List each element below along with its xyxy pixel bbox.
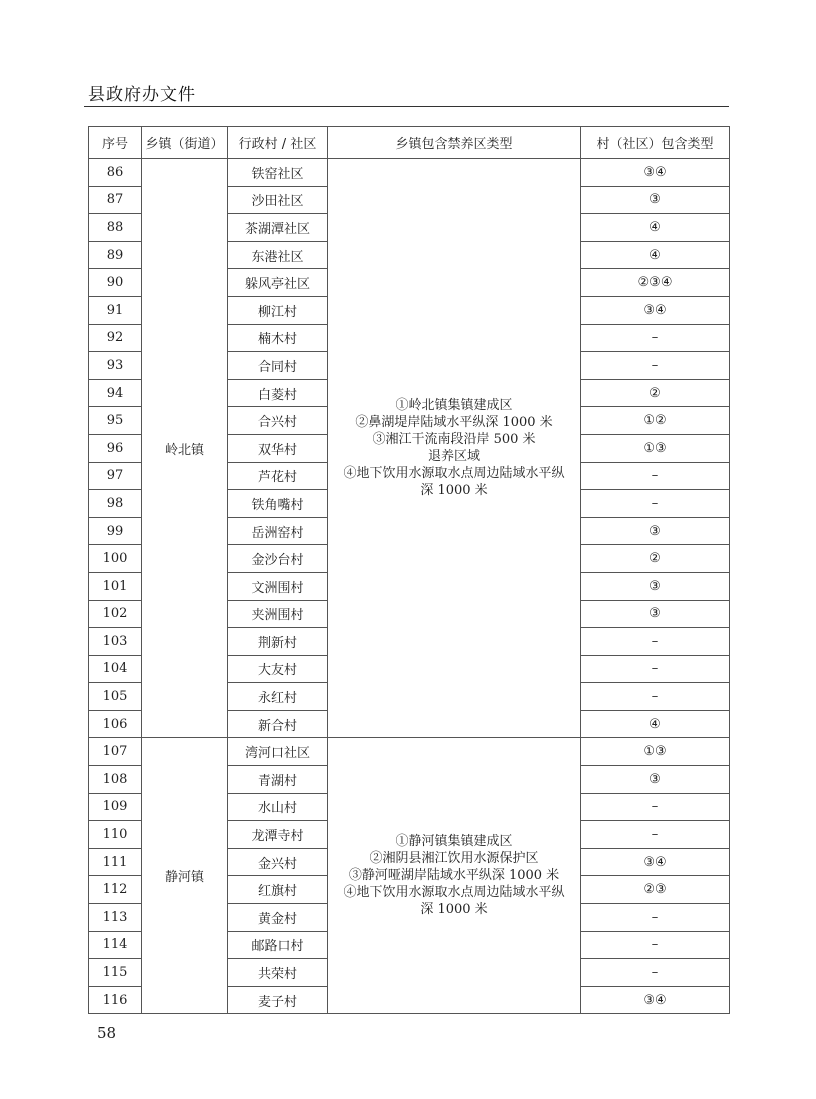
village-zone-types: –	[581, 628, 730, 656]
column-header-town-zone-types: 乡镇包含禁养区类型	[328, 127, 581, 159]
village-zone-types: –	[581, 959, 730, 987]
village-name: 铁窑社区	[228, 159, 328, 187]
village-zone-types: ②	[581, 379, 730, 407]
row-number: 96	[89, 434, 142, 462]
village-zone-types: ②③④	[581, 269, 730, 297]
village-name: 岳洲窑村	[228, 517, 328, 545]
town-zone-types-text: ①岭北镇集镇建成区 ②鼻湖堤岸陆域水平纵深 1000 米 ③湘江干流南段沿岸 500 米 退养区域 ④地下饮用水源取水点周边陆域水平纵 深 1000 米	[343, 398, 565, 499]
village-zone-types: ③	[581, 186, 730, 214]
village-zone-types: ②③	[581, 876, 730, 904]
village-name: 邮路口村	[228, 931, 328, 959]
town-zone-types	[328, 738, 581, 1014]
row-number: 91	[89, 296, 142, 324]
village-zone-types: ①③	[581, 738, 730, 766]
village-zone-types: –	[581, 462, 730, 490]
village-zone-types: ①③	[581, 434, 730, 462]
village-zone-types: ③④	[581, 296, 730, 324]
row-number: 100	[89, 545, 142, 573]
village-name: 茶湖潭社区	[228, 214, 328, 242]
village-name: 白菱村	[228, 379, 328, 407]
village-name: 湾河口社区	[228, 738, 328, 766]
village-zone-types: –	[581, 793, 730, 821]
village-zone-table	[88, 126, 730, 1014]
row-number: 106	[89, 710, 142, 738]
village-zone-types: –	[581, 655, 730, 683]
column-header-no: 序号	[89, 127, 142, 159]
village-zone-types: ③④	[581, 986, 730, 1014]
village-name: 红旗村	[228, 876, 328, 904]
column-header-village-types: 村（社区）包含类型	[581, 127, 730, 159]
village-name: 芦花村	[228, 462, 328, 490]
village-name: 荆新村	[228, 628, 328, 656]
village-zone-types: ③④	[581, 848, 730, 876]
town-name: 岭北镇	[142, 159, 228, 738]
row-number: 109	[89, 793, 142, 821]
table-body	[89, 159, 730, 1014]
row-number: 97	[89, 462, 142, 490]
village-name: 楠木村	[228, 324, 328, 352]
row-number: 99	[89, 517, 142, 545]
row-number: 110	[89, 821, 142, 849]
row-number: 107	[89, 738, 142, 766]
row-number: 88	[89, 214, 142, 242]
village-zone-types: ③	[581, 600, 730, 628]
village-zone-types: ③	[581, 572, 730, 600]
village-zone-types: ③	[581, 517, 730, 545]
village-zone-types: –	[581, 490, 730, 518]
village-zone-types: –	[581, 324, 730, 352]
village-zone-types: ③	[581, 766, 730, 794]
village-name: 麦子村	[228, 986, 328, 1014]
village-zone-types: –	[581, 931, 730, 959]
table-row	[89, 159, 730, 187]
town-zone-types-text: ①静河镇集镇建成区 ②湘阴县湘江饮用水源保护区 ③静河哑湖岸陆域水平纵深 1000 米 ④地下饮用水源取水点周边陆域水平纵 深 1000 米	[343, 834, 565, 918]
village-zone-types: –	[581, 352, 730, 380]
row-number: 95	[89, 407, 142, 435]
village-name: 金兴村	[228, 848, 328, 876]
row-number: 102	[89, 600, 142, 628]
village-name: 龙潭寺村	[228, 821, 328, 849]
village-name: 夹洲围村	[228, 600, 328, 628]
town-name: 静河镇	[142, 738, 228, 1014]
village-name: 黄金村	[228, 904, 328, 932]
village-zone-types: ①②	[581, 407, 730, 435]
village-name: 双华村	[228, 434, 328, 462]
village-name: 沙田社区	[228, 186, 328, 214]
village-zone-types: ④	[581, 710, 730, 738]
table-row	[89, 738, 730, 766]
village-zone-types: –	[581, 904, 730, 932]
document-header-title: 县政府办文件	[88, 85, 196, 105]
row-number: 108	[89, 766, 142, 794]
village-name: 大友村	[228, 655, 328, 683]
village-name: 柳江村	[228, 296, 328, 324]
row-number: 101	[89, 572, 142, 600]
row-number: 90	[89, 269, 142, 297]
village-name: 文洲围村	[228, 572, 328, 600]
row-number: 93	[89, 352, 142, 380]
village-name: 合同村	[228, 352, 328, 380]
village-zone-types: ④	[581, 241, 730, 269]
village-name: 水山村	[228, 793, 328, 821]
column-header-village: 行政村 / 社区	[228, 127, 328, 159]
village-zone-types: –	[581, 683, 730, 711]
village-zone-types: ④	[581, 214, 730, 242]
row-number: 111	[89, 848, 142, 876]
town-zone-types	[328, 159, 581, 738]
row-number: 86	[89, 159, 142, 187]
row-number: 89	[89, 241, 142, 269]
row-number: 104	[89, 655, 142, 683]
village-name: 合兴村	[228, 407, 328, 435]
row-number: 105	[89, 683, 142, 711]
row-number: 103	[89, 628, 142, 656]
village-name: 东港社区	[228, 241, 328, 269]
row-number: 113	[89, 904, 142, 932]
column-header-town: 乡镇（街道）	[142, 127, 228, 159]
row-number: 92	[89, 324, 142, 352]
row-number: 112	[89, 876, 142, 904]
row-number: 116	[89, 986, 142, 1014]
village-zone-types: ②	[581, 545, 730, 573]
village-name: 铁角嘴村	[228, 490, 328, 518]
page-number: 58	[97, 1024, 117, 1042]
row-number: 94	[89, 379, 142, 407]
village-zone-types: ③④	[581, 159, 730, 187]
village-name: 躲风亭社区	[228, 269, 328, 297]
village-name: 永红村	[228, 683, 328, 711]
row-number: 87	[89, 186, 142, 214]
village-name: 新合村	[228, 710, 328, 738]
village-zone-types: –	[581, 821, 730, 849]
row-number: 98	[89, 490, 142, 518]
table-header-row	[89, 127, 730, 159]
village-name: 共荣村	[228, 959, 328, 987]
row-number: 115	[89, 959, 142, 987]
village-name: 金沙台村	[228, 545, 328, 573]
header-rule	[84, 106, 729, 107]
village-name: 青湖村	[228, 766, 328, 794]
row-number: 114	[89, 931, 142, 959]
